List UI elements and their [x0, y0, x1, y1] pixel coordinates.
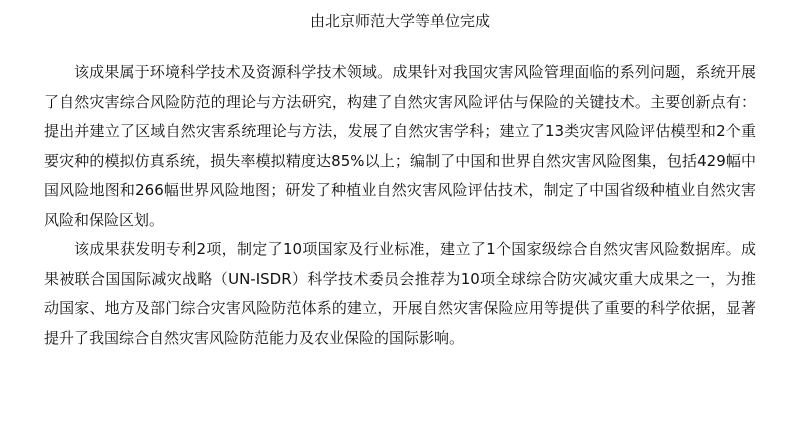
paragraph-1: 该成果属于环境科学技术及资源科学技术领域。成果针对我国灾害风险管理面临的系列问题，系统开展了自然灾害综合风险防范的理论与方法研究，构建了自然灾害风险评估与保险的关键技术。主要创新点有：提出并建立了区域自然灾害系统理论与方法，发展了自然灾害学科；建立了13类灾害风险评估模型和2个重要灾种的模拟仿真系统，损失率模拟精度达85%以上；编制了中国和世界自然灾害风险图集，包括429幅中国风险地图和266幅世界风险地图；研发了种植业自然灾害风险评估技术，制定了中国省级种植业自然灾害风险和保险区划。 [44, 63, 756, 229]
document-subtitle: 由北京师范大学等单位完成 [309, 12, 490, 30]
paragraph-2: 该成果获发明专利2项，制定了10项国家及行业标准，建立了1个国家级综合自然灾害风险数据库。成果被联合国国际减灾战略（UN-ISDR）科学技术委员会推荐为10项全球综合防灾减灾重大成果之一，为推动国家、地方及部门综合灾害风险防范体系的建立，开展自然灾害保险应用等提供了重要的科学依据，显著提升了我国综合自然灾害风险防范能力及农业保险的国际影响。 [44, 240, 756, 347]
